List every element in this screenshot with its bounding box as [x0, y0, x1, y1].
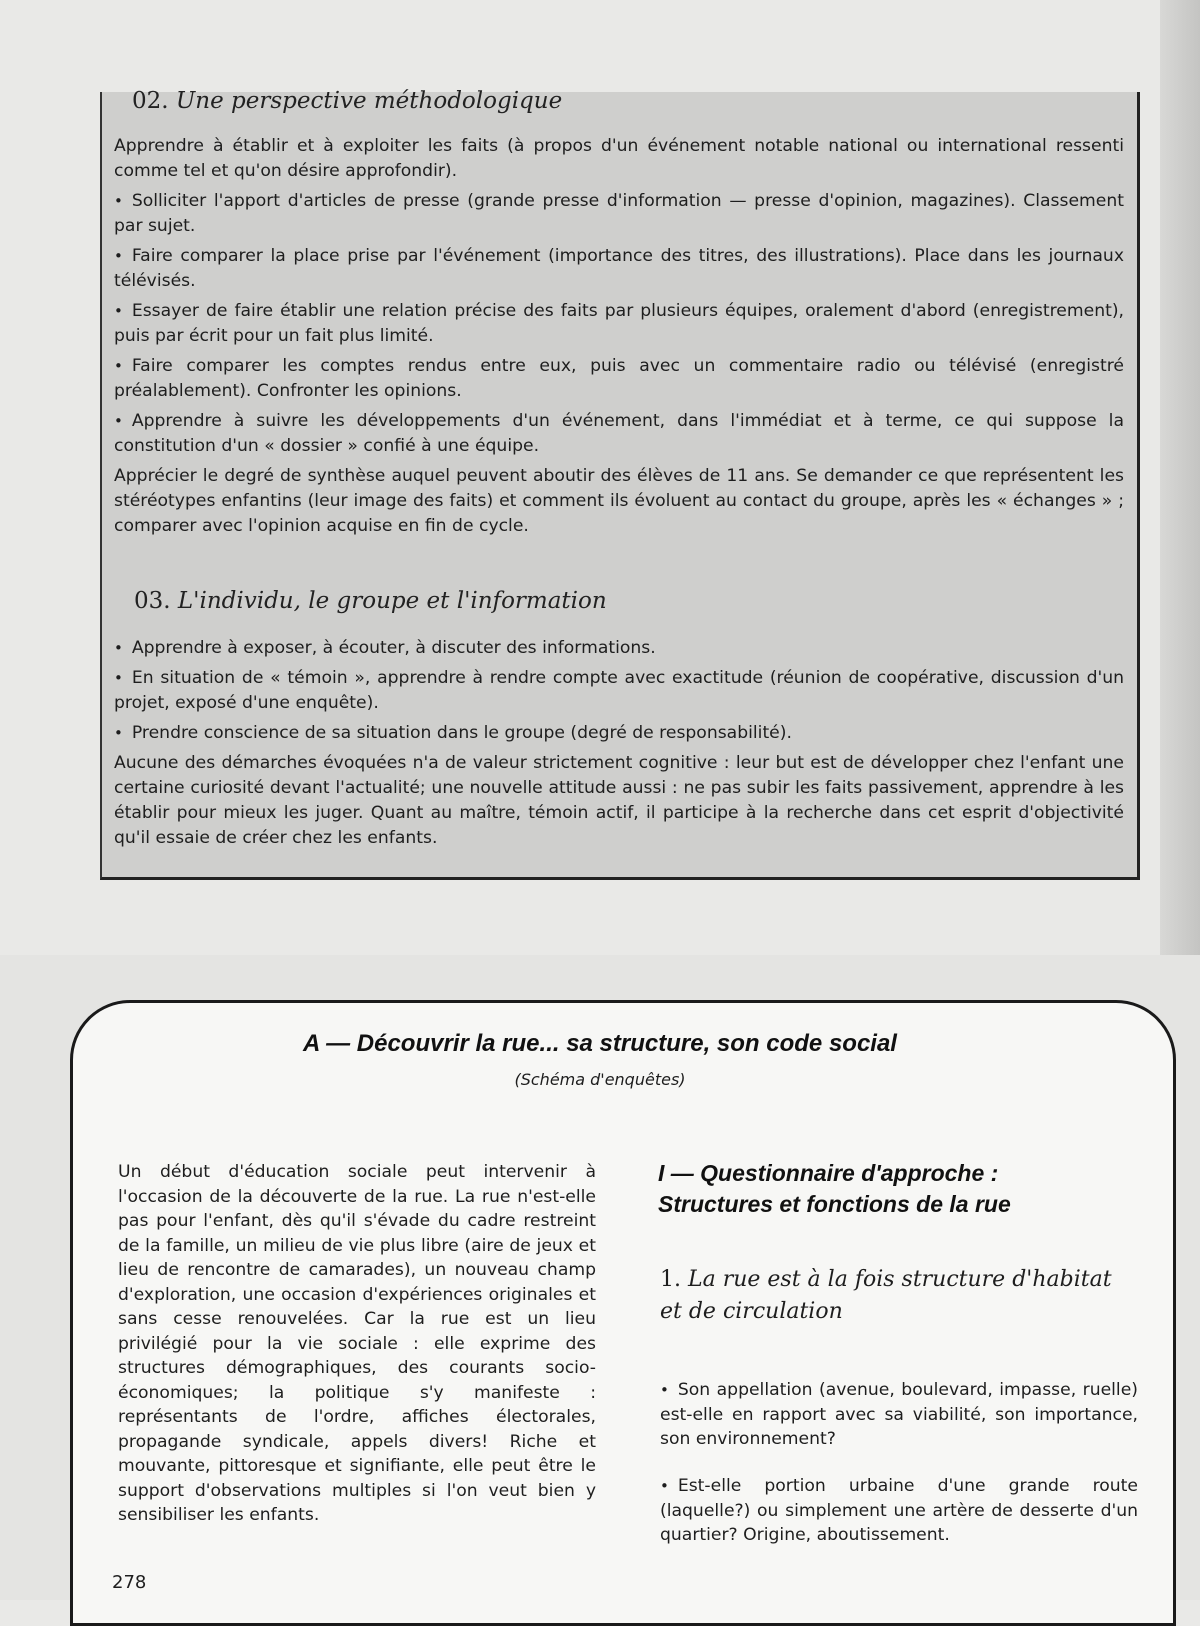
section-02-bullet: • Solliciter l'apport d'articles de presse (grande presse d'information — presse d'opinion, magazines). Classement par sujet.	[114, 189, 1124, 239]
section-03-title: 03. L'individu, le groupe et l'information	[134, 588, 607, 614]
questionnaire-bullet: • Son appellation (avenue, boulevard, impasse, ruelle) est-elle en rapport avec sa viabilité, son importance, son environnement?	[660, 1378, 1138, 1452]
section-03-closing: Aucune des démarches évoquées n'a de valeur strictement cognitive : leur but est de développer chez l'enfant une certaine curiosité devant l'actualité; une nouvelle attitude aussi : ne pas subir les faits passivement, apprendre à les établir pour mieux les juger. Quant au maître, témoin actif, il participe à la recherche dans cet esprit d'objectivité qu'il essaie de créer chez les enfants.	[114, 753, 1124, 848]
highlight-box	[100, 88, 1140, 880]
section-02-bullet: • Faire comparer les comptes rendus entre eux, puis avec un commentaire radio ou télévisé (enregistré préalablement). Confronter les opinions.	[114, 354, 1124, 404]
section-03-bullet: • En situation de « témoin », apprendre à rendre compte avec exactitude (réunion de coopérative, discussion d'un projet, exposé d'une enquête).	[114, 666, 1124, 716]
section-03-bullet: • Prendre conscience de sa situation dans le groupe (degré de responsabilité).	[114, 721, 1124, 746]
questionnaire-heading: I — Questionnaire d'approche : Structures et fonctions de la rue	[658, 1160, 1011, 1217]
section-02-bullet: • Faire comparer la place prise par l'événement (importance des titres, des illustrations). Place dans les journaux télévisés.	[114, 244, 1124, 294]
questionnaire-bullet: • Est-elle portion urbaine d'une grande route (laquelle?) ou simplement une artère de desserte d'un quartier? Origine, aboutissement.	[660, 1474, 1138, 1548]
section-02-bullet: • Essayer de faire établir une relation précise des faits par plusieurs équipes, oralement d'abord (enregistrement), puis par écrit pour un fait plus limité.	[114, 299, 1124, 349]
part-a-subheading: (Schéma d'enquêtes)	[514, 1070, 686, 1089]
section-02-body	[114, 134, 1124, 544]
section-02-title: 02. Une perspective méthodologique	[132, 88, 563, 114]
part-a-heading: A — Découvrir la rue... sa structure, son code social	[303, 1030, 897, 1057]
part-a-intro-text: Un début d'éducation sociale peut intervenir à l'occasion de la découverte de la rue. La rue n'est-elle pas pour l'enfant, dès qu'il s'évade du cadre restreint de la famille, un milieu de vie plus libre (aire de jeux et lieu de rencontre de camarades), un nouveau champ d'exploration, une occasion d'expériences originales et sans cesse renouvelées. Car la rue est un lieu privilégié pour la vie sociale : elle exprime des structures démographiques, des courants socio-économiques; la politique s'y manifeste : représentants de l'ordre, affiches électorales, propagande syndicale, appels divers! Riche et mouvante, pittoresque et signifiante, elle peut être le support d'observations multiples si l'on veut bien y sensibiliser les enfants.	[118, 1162, 596, 1525]
page-number: 278	[112, 1572, 147, 1593]
section-03-body	[114, 636, 1124, 856]
section-03-bullet: • Apprendre à exposer, à écouter, à discuter des informations.	[114, 636, 1124, 661]
section-02-bullet: • Apprendre à suivre les développements d'un événement, dans l'immédiat et à terme, ce qui suppose la constitution d'un « dossier » confié à une équipe.	[114, 409, 1124, 459]
section-02-intro: Apprendre à établir et à exploiter les faits (à propos d'un événement notable national ou international ressenti comme tel et qu'on désire approfondir).	[114, 136, 1124, 181]
section-02-closing: Apprécier le degré de synthèse auquel peuvent aboutir des élèves de 11 ans. Se demander ce que représentent les stéréotypes enfantins (leur image des faits) et comment ils évoluent au contact du groupe, après les « échanges » ; comparer avec l'opinion acquise en fin de cycle.	[114, 466, 1124, 536]
subsection-1-title: 1. La rue est à la fois structure d'habitat et de circulation	[660, 1267, 1112, 1324]
